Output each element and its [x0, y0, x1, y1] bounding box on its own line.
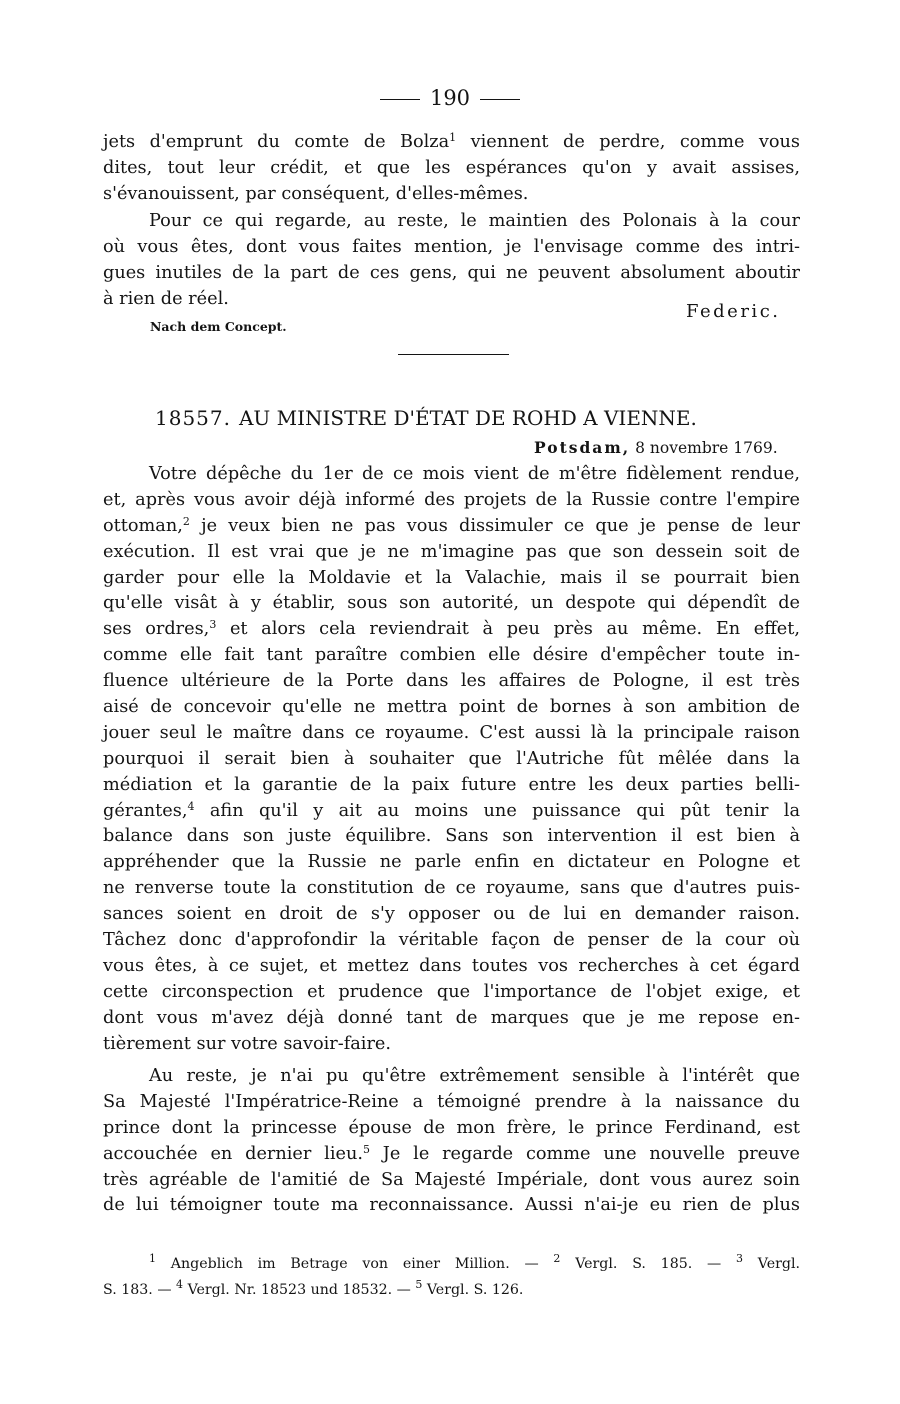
- text-line: Sa Majesté l'Impératrice-Reine a témoigné prendre à la naissance du: [103, 1091, 800, 1112]
- text-line: garder pour elle la Moldavie et la Valachie, mais il se pourrait bien: [103, 567, 800, 588]
- footnote-mark: 1: [449, 131, 457, 144]
- header-dash-right: [480, 99, 520, 100]
- text-line: exécution. Il est vrai que je ne m'imagine pas que son dessein soit de: [103, 541, 800, 562]
- footnote-line: S. 183. — $^4$ Vergl. Nr. 18523 und 18532. — $^5$ Vergl. S. 126.: [103, 1278, 524, 1298]
- text-line: s'évanouissent, par conséquent, d'elles-mêmes.: [103, 183, 529, 204]
- text-line: ottoman,$^2$ je veux bien ne pas vous dissimuler ce que je pense de leur: [103, 514, 801, 536]
- text-line: Votre dépêche du 1er de ce mois vient de m'être fidèlement rendue,: [149, 464, 800, 484]
- text-line: pourquoi il serait bien à souhaiter que l'Autriche fût mêlée dans la: [103, 748, 800, 769]
- text-line: Tâchez donc d'approfondir la véritable façon de penser de la cour où: [103, 930, 800, 951]
- text-line: où vous êtes, dont vous faites mention, je l'envisage comme des intri-: [103, 236, 800, 257]
- text-line: comme elle fait tant paraître combien elle désire d'empêcher toute in-: [103, 645, 800, 666]
- text-line: aisé de concevoir qu'elle ne mettra point de bornes à son ambition de: [103, 697, 800, 718]
- text-line: sances soient en droit de s'y opposer ou de lui en demander raison.: [103, 904, 800, 925]
- text-line: tièrement sur votre savoir-faire.: [103, 1033, 392, 1054]
- footnote-mark: 5: [362, 1142, 370, 1156]
- text-line: et, après vous avoir déjà informé des projets de la Russie contre l'empire: [103, 489, 800, 510]
- letter-number: 18557.: [155, 406, 231, 430]
- page-header: [0, 84, 900, 112]
- footnote-mark: 2: [182, 514, 190, 528]
- text-line: qu'elle visât à y établir, sous son autorité, un despote qui dépendît de: [103, 593, 800, 614]
- text-line: jets d'emprunt du comte de Bolza$^1$ viennent de perdre, comme vous: [103, 131, 800, 152]
- text-line: de lui témoigner toute ma reconnaissance. Aussi n'ai-je eu rien de plus: [103, 1195, 800, 1216]
- text-line: Au reste, je n'ai pu qu'être extrêmement sensible à l'intérêt que: [149, 1066, 800, 1086]
- text-line: dites, tout leur crédit, et que les espérances qu'on y avait assises,: [103, 157, 800, 178]
- text-line: vous êtes, à ce sujet, et mettez dans toutes vos recherches à cet égard: [103, 955, 800, 976]
- letter-body-paragraph-1: [103, 462, 800, 1057]
- text-line: cette circonspection et prudence que l'importance de l'objet exige, et: [103, 981, 800, 1002]
- text-line: dont vous m'avez déjà donné tant de marques que je me repose en-: [103, 1007, 800, 1028]
- text-line: balance dans son juste équilibre. Sans son intervention il est bien à: [103, 826, 800, 847]
- letter-body-paragraph-2: [103, 1064, 800, 1219]
- text-line: Pour ce qui regarde, au reste, le maintien des Polonais à la cour: [149, 211, 800, 231]
- text-line: fluence ultérieure de la Porte dans les affaires de Pologne, il est très: [103, 671, 800, 692]
- letter-heading: [155, 406, 697, 430]
- footnote-mark: 3: [209, 618, 217, 632]
- text-line: gérantes,$^4$ afin qu'il y ait au moins une puissance qui pût tenir la: [103, 799, 800, 821]
- signature: Federic.: [686, 301, 781, 322]
- page-number: 190: [429, 86, 471, 110]
- text-line: ses ordres,$^3$ et alors cela reviendrait à peu près au même. En effet,: [103, 618, 800, 640]
- text-line: appréhender que la Russie ne parle enfin en dictateur en Pologne et: [103, 852, 800, 873]
- dateline: [534, 438, 778, 457]
- text-line: ne renverse toute la constitution de ce royaume, sans que d'autres puis-: [103, 878, 800, 899]
- section-divider: [398, 354, 509, 355]
- source-note: Nach dem Concept.: [150, 319, 287, 334]
- letter-title: AU MINISTRE D'ÉTAT DE ROHD A VIENNE.: [238, 406, 697, 430]
- text-line: prince dont la princesse épouse de mon frère, le prince Ferdinand, est: [103, 1117, 800, 1138]
- second-paragraph: [103, 209, 800, 313]
- footnotes: [103, 1251, 800, 1303]
- text-line: très agréable de l'amitié de Sa Majesté Impériale, dont vous aurez soin: [103, 1169, 800, 1190]
- footnote-line: $^1$ Angeblich im Betrage von einer Million. — $^2$ Vergl. S. 185. — $^3$ Vergl.: [149, 1252, 800, 1272]
- dateline-place: Potsdam,: [534, 438, 631, 457]
- header-dash-left: [380, 99, 420, 100]
- text-line: médiation et la garantie de la paix future entre les deux parties belli-: [103, 774, 800, 795]
- footnote-mark: 4: [187, 799, 195, 813]
- dateline-date: 8 novembre 1769.: [635, 439, 778, 457]
- text-line: jouer seul le maître dans ce royaume. C'est aussi là la principale raison: [103, 722, 800, 743]
- text-line: gues inutiles de la part de ces gens, qui ne peuvent absolument aboutir: [103, 262, 800, 283]
- text-line: à rien de réel.: [103, 288, 229, 309]
- top-paragraph: [103, 130, 800, 208]
- text-line: accouchée en dernier lieu.$^5$ Je le regarde comme une nouvelle preuve: [103, 1142, 800, 1164]
